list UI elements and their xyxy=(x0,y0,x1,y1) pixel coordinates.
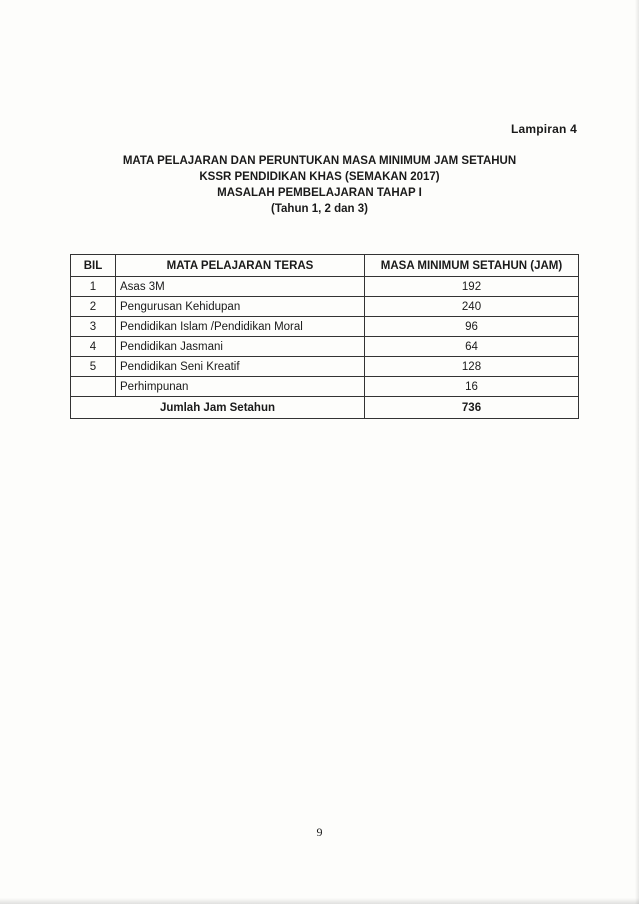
document-title xyxy=(0,153,639,217)
title-line: (Tahun 1, 2 dan 3) xyxy=(271,203,368,215)
cell-bil xyxy=(71,377,116,397)
cell-subject: Pendidikan Seni Kreatif xyxy=(116,357,365,377)
scan-edge-shadow xyxy=(0,898,639,904)
header-hours: MASA MINIMUM SETAHUN (JAM) xyxy=(365,255,579,277)
table-row xyxy=(71,377,579,397)
table-row xyxy=(71,297,579,317)
cell-subject: Pengurusan Kehidupan xyxy=(116,297,365,317)
cell-bil: 1 xyxy=(71,277,116,297)
cell-hours: 16 xyxy=(365,377,579,397)
table-row xyxy=(71,317,579,337)
title-line: MASALAH PEMBELAJARAN TAHAP I xyxy=(217,187,422,199)
total-row xyxy=(71,397,579,419)
cell-subject: Pendidikan Jasmani xyxy=(116,337,365,357)
page-number: 9 xyxy=(316,825,323,839)
scan-edge-shadow-right xyxy=(635,0,639,904)
cell-bil: 4 xyxy=(71,337,116,357)
table-header-row xyxy=(71,255,579,277)
cell-hours: 64 xyxy=(365,337,579,357)
cell-subject: Pendidikan Islam /Pendidikan Moral xyxy=(116,317,365,337)
table-row xyxy=(71,337,579,357)
cell-hours: 240 xyxy=(365,297,579,317)
appendix-label: Lampiran 4 xyxy=(510,122,577,136)
cell-bil: 3 xyxy=(71,317,116,337)
total-label: Jumlah Jam Setahun xyxy=(71,397,365,419)
header-subject: MATA PELAJARAN TERAS xyxy=(116,255,365,277)
cell-bil: 5 xyxy=(71,357,116,377)
title-line: MATA PELAJARAN DAN PERUNTUKAN MASA MINIMUM JAM SETAHUN xyxy=(122,155,517,167)
cell-hours: 96 xyxy=(365,317,579,337)
cell-subject: Perhimpunan xyxy=(116,377,365,397)
subjects-table xyxy=(70,254,579,419)
table-row xyxy=(71,357,579,377)
total-hours: 736 xyxy=(365,397,579,419)
cell-subject: Asas 3M xyxy=(116,277,365,297)
title-line: KSSR PENDIDIKAN KHAS (SEMAKAN 2017) xyxy=(199,171,440,183)
header-bil: BIL xyxy=(71,255,116,277)
table-row xyxy=(71,277,579,297)
cell-hours: 192 xyxy=(365,277,579,297)
cell-bil: 2 xyxy=(71,297,116,317)
cell-hours: 128 xyxy=(365,357,579,377)
